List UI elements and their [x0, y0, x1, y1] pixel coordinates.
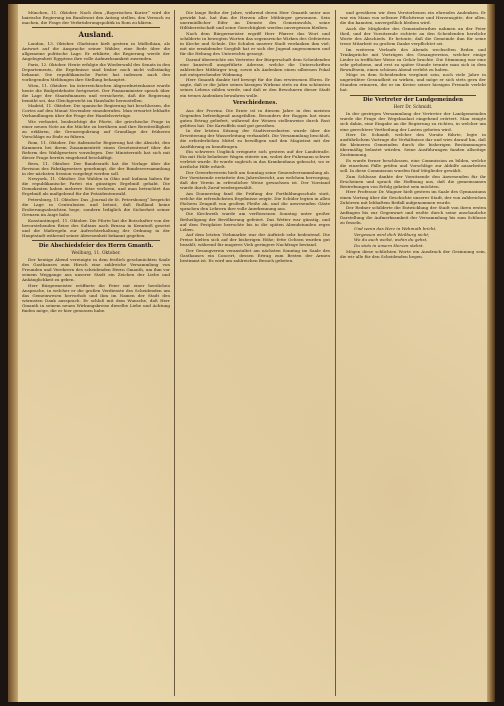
article-paragraph: Herr Bürgermeister eröffnete die Feier mit einer herzlichen Ansprache, in welcher er die großen Verdienste des Scheidenden um das Gemeinwesen hervorhob und ihm im Namen der Stadt den wärmsten Dank aussprach. Er schloß mit dem Wunsche, daß Herr Gmanth in seinem neuen Wirkungskreise dieselbe Liebe und Achtung finden möge, die er hier genossen habe. — [22, 282, 170, 313]
article-paragraph: Auch die Mitglieder des Gemeinderathes nahmen an der Feier theil, und der Vorsitzende richtete an den Scheidenden herzliche Worte des Abschieds. Er betonte, daß die Gemeinde ihm für seine treue Mitarbeit zu großem Danke verpflichtet sei. — [340, 25, 486, 46]
article-paragraph: Herr Gmanth dankte tief bewegt für die ihm erwiesenen Ehren. Er sagte, daß er die Jahre seines hiesigen Wirkens stets zu den schönsten seines Lebens zählen werde, und daß er den Bewohnern dieser Stadt ein treues Andenken bewahren wolle. — [180, 77, 330, 98]
section-heading-verschiedenes: Verschiedenes. — [232, 99, 278, 106]
article-paragraph: Aus der Provinz. Die Ernte ist in diesem Jahre in den meisten Gegenden befriedigend ausgefallen. Besonders der Roggen hat einen guten Ertrag geliefert, während der Weizen stellenweise durch Rost gelitten hat. Die Kartoffeln sind gut gerathen. — [180, 107, 330, 128]
dateline: Weilburg, 11. Oktober. — [71, 250, 121, 256]
article-paragraph: Nach dem Bürgermeister ergriff Herr Pfarrer das Wort und schilderte in bewegten Worten das segensreiche Wirken des Gefeierten in Kirche und Schule. Die Schulen unserer Stadt verdanken ihm viel; mit nie ermüdender Sorgfalt hat er sich der Jugend angenommen und für die Hebung des Unterrichts gesorgt. — [180, 30, 330, 56]
article-paragraph: Der Gewerbeverein hielt am Sonntag seine Generalversammlung ab. Der Vorsitzende erstattete den Jahresbericht, aus welchem hervorging, daß der Verein in erfreulicher Weise gewachsen ist. Der Vorstand wurde durch Zuruf wiedergewählt. — [180, 169, 330, 191]
article-paragraph: und gewähren wir dem Verstorbenen ein ehrendes Andenken. Er war ein Mann von seltener Pflichttreue und Herzensgüte, der allen, die ihn kannten, unvergeßlich bleiben wird. — [340, 10, 486, 26]
article-paragraph: Paris, 12. Oktober. Heute erfolgte die Wiederwahl des Senats in den Departements, die Ergebnisse sind bisher noch nicht vollständig bekannt. Die republikanische Partei hat indessen nach den vorliegenden Meldungen ihre Stellung behauptet. — [22, 61, 170, 82]
article-paragraph: Die Kirchweih wurde am verflossenen Sonntag unter großer Betheiligung der Bevölkerung gefeiert. Das Wetter war günstig, und auf dem Festplatze herrschte bis in die späten Abendstunden reges Leben. — [180, 211, 330, 232]
verse-line: Wo du auch weilst, wohin du gehst, — [354, 237, 428, 243]
article-paragraph: Die lange Reihe der Jahre, während deren Herr Gmanth unter uns gewirkt hat, hat ihm die Herzen aller Mitbürger gewonnen. Sein unermüdlicher Eifer im Dienste des Gemeinwohls, seine Hilfsbereitschaft und seine Gerechtigkeit werden unvergessen bleiben. — [180, 10, 330, 31]
column-1 — [22, 10, 170, 696]
column-2 — [180, 10, 330, 696]
article-paragraph: Petersburg, 11. Oktober. Das „Journal de St. Petersbourg“ bespricht die Lage in Centralasien und betont, daß Rußland keine Eroberungsabsichten hege, sondern lediglich die Sicherheit seiner Grenzen im Auge habe. — [22, 197, 170, 218]
article-paragraph: Bern, 11. Oktober. Der Bundesrath hat die Vorlage über die Revision des Fabrikgesetzes genehmigt, die der Bundesversammlung in der nächsten Session vorgelegt werden soll. — [22, 160, 170, 176]
article-paragraph: Es wurde ferner beschlossen, eine Commission zu bilden, welche die einzelnen Fälle prüfen und Vorschläge zur Abhilfe ausarbeiten soll. In diese Commission wurden fünf Mitglieder gewählt. — [340, 157, 486, 174]
column-3 — [340, 10, 486, 696]
article-paragraph: Der Redner schilderte die Entwicklung der Stadt von ihren ersten Anfängen bis zur Gegenwart und wußte durch seine anschauliche Darstellung die Aufmerksamkeit der Versammlung bis zum Schlusse zu fesseln. — [340, 205, 486, 226]
article-paragraph: In der letzten Sitzung der Stadtverordneten wurde über die Erweiterung der Wasserleitung verhandelt. Die Versammlung beschloß, die erforderlichen Mittel zu bewilligen und den Magistrat mit der Ausführung zu beauftragen. — [180, 128, 330, 149]
article-paragraph: Am Donnerstag fand die Prüfung der Fortbildungsschule statt, welche die erfreulichsten Ergebnisse zeigte. Die Schüler legten in allen Fächern Zeugniß von großem Fleiße ab, und die anwesenden Gäste sprachen den Lehrern ihre volle Anerkennung aus. — [180, 190, 330, 211]
column-rule — [174, 10, 175, 696]
verse-line: Und wenn das Herz in Wehmuth bricht, — [354, 225, 437, 231]
page-right-edge — [487, 4, 495, 702]
article-paragraph: Wien, 11. Oktober. Im österreichischen Abgeordnetenhause wurde heute die Budgetdebatte fortgesetzt. Der Finanzminister sprach über die Lage der Staatsfinanzen und versicherte, daß die Regierung bemüht sei, das Gleichgewicht im Haushalte herzustellen. — [22, 82, 170, 103]
page-binding-edge — [8, 4, 18, 702]
article-paragraph: Im weiteren Verlaufe des Abends wechselten Reden und Trinksprüche mit Vorträgen des Gesangvereins, welcher einige Lieder in trefflicher Weise zu Gehör brachte. Die Stimmung war eine sehr gehobene, und erst zu später Stunde trennte man sich in dem Bewußtsein, einen schönen Abend verlebt zu haben. — [340, 46, 486, 72]
article-paragraph: Madrid, 11. Oktober. Die spanische Regierung hat beschlossen, die Cortes auf den Monat November einzuberufen. Man erwartet lebhafte Verhandlungen über die Frage der Handelsverträge. — [22, 103, 170, 119]
article-paragraph: Zum Schlusse dankte der Vorsitzende den Anwesenden für ihr Erscheinen und sprach die Hoffnung aus, daß die gemeinsamen Bestrebungen von Erfolg gekrönt sein möchten. — [340, 173, 486, 189]
article-paragraph: Wie verlautet, beabsichtigt die Pforte, die griechische Frage in einer neuen Note an die Mächte zu berühren und ihre Bereitwilligkeit zu erklären, die Grenzregulirung auf Grundlage der früheren Vorschläge zu Ende zu führen. — [22, 119, 170, 140]
article-paragraph: Konstantinopel, 11. Oktober. Die Pforte hat die Botschafter von der bevorstehenden Reise des Sultans nach Brussa in Kenntniß gesetzt und die Maßregeln zur Aufrechterhaltung der Ordnung in der Hauptstadt während seiner Abwesenheit bekannt gegeben. — [22, 217, 170, 239]
article-paragraph: Rom, 11. Oktober. Die italienische Regierung hat die Absicht, den Kammern bei ihrem Zusammentritt einen Gesetzentwurf über die Reform des Wahlgesetzes vorzulegen. Der Ministerrath hat sich mit dieser Frage bereits eingehend beschäftigt. — [22, 139, 170, 160]
section-heading-abschiedsfeier: Die Abschiedsfeier des Herrn Gmanth. — [38, 242, 154, 249]
column-rule — [335, 10, 336, 696]
section-heading-ausland: Ausland. — [78, 29, 114, 39]
section-heading-landgemeinden: Die Vertreter der Landgemeinden — [363, 97, 463, 104]
article-paragraph: London, 13. Oktober. Gladstone hielt gestern in Midlothian, als Antwort auf die Ansprache seiner Wähler, eine Rede über die allgemeine politische Lage. Er erklärte, die Regierung werde der Angelegenheit Egyptens ihre volle Aufmerksamkeit zuwenden. — [22, 40, 170, 62]
divider — [32, 240, 160, 241]
article-paragraph: Darauf überreichte ein Vertreter der Bürgerschaft dem Scheidenden eine kunstvoll ausgeführte Adresse, welche die Unterschriften zahlreicher Mitbürger trug, sowie als Andenken einen silbernen Pokal mit entsprechender Widmung. — [180, 56, 330, 77]
article-paragraph: Ein schweres Unglück ereignete sich gestern auf der Landstraße. Ein mit Holz beladener Wagen stürzte um, wobei der Fuhrmann schwer verletzt wurde. Er wurde sogleich in das Krankenhaus gebracht, wo er ärztliche Hilfe erhielt. — [180, 149, 330, 170]
divider — [32, 27, 160, 28]
verse-line: Du stets in unsern Herzen stehst. — [354, 242, 424, 248]
article-paragraph: Herr Professor Dr. Wagner hielt gestern im Saale des Gymnasiums einen Vortrag über die Geschichte unserer Stadt, der von zahlreichen Zuhörern mit lebhaftem Beifall aufgenommen wurde. — [340, 189, 486, 205]
article-paragraph: In der gestrigen Versammlung der Vertreter der Landgemeinden wurde die Frage der Wegebaulast eingehend erörtert. Man einigte sich dahin, eine Eingabe an die Regierung zu richten, in welcher um eine gerechtere Vertheilung der Lasten gebeten wird. — [340, 111, 486, 132]
article-paragraph: Der heutige Abend vereinigte in dem festlich geschmückten Saale des Gasthauses zum Hirsch eine zahlreiche Versammlung von Freunden und Verehrern des scheidenden Herrn Gmanth, um ihm vor seinem Weggange aus unserer Stadt ein Zeichen der Liebe und Anhänglichkeit zu geben. — [22, 256, 170, 283]
article-paragraph: Auf dem letzten Viehmarkte war der Auftrieb sehr bedeutend. Die Preise hielten sich auf der bisherigen Höhe; fette Ochsen wurden gut bezahlt, während für mageres Vieh geringere Nachfrage bestand. — [180, 232, 330, 248]
closing-paragraph: Mögen diese schlichten Worte ein Ausdruck der Gesinnung sein, die wir alle für den Scheidenden hegen. — [340, 248, 486, 259]
article-paragraph: Möge es dem Scheidenden vergönnt sein, noch viele Jahre in ungetrübter Gesundheit zu wirken, und möge er sich stets gern der Stunden erinnern, die er im Kreise seiner hiesigen Freunde verlebt hat. — [340, 72, 486, 93]
verse-line: Vergessen wird dich Weilburg nicht; — [354, 231, 430, 237]
newspaper-page — [8, 4, 495, 702]
byline: Herr Dr. Schmidt. — [393, 105, 433, 111]
article-paragraph: Herr Dr. Schmidt, welcher den Vorsitz führte, legte in ausführlichem Vortrage die Verhältnisse dar und wies darauf hin, daß die kleineren Gemeinden durch die bisherigen Bestimmungen übermäßig belastet würden. Seine Ausführungen fanden allseitige Zustimmung. — [340, 132, 486, 158]
article-paragraph: Newyork, 11. Oktober. Die Wahlen in Ohio und Indiana haben für die republikanische Partei ein günstiges Ergebniß gehabt. Die Demokraten haben mehrere Sitze verloren, und man betrachtet das Ergebniß als maßgebend für die Präsidentenwahl. — [22, 176, 170, 197]
divider — [350, 95, 476, 96]
article-paragraph: Der Gesangverein veranstaltet am nächsten Sonntag im Saale des Gasthauses ein Concert, dessen Ertrag zum Besten der Armen bestimmt ist. Es wird um zahlreichen Besuch gebeten. — [180, 248, 330, 264]
intro-paragraph: München, 11. Oktober. Nach dem „Bayerischen Kurier“ wird die bairische Regierung im Bundesrat den Antrag stellen, den Versuch zu machen, die Frage der Verbrüderungspolitik in Rom zu klären. — [22, 10, 170, 26]
